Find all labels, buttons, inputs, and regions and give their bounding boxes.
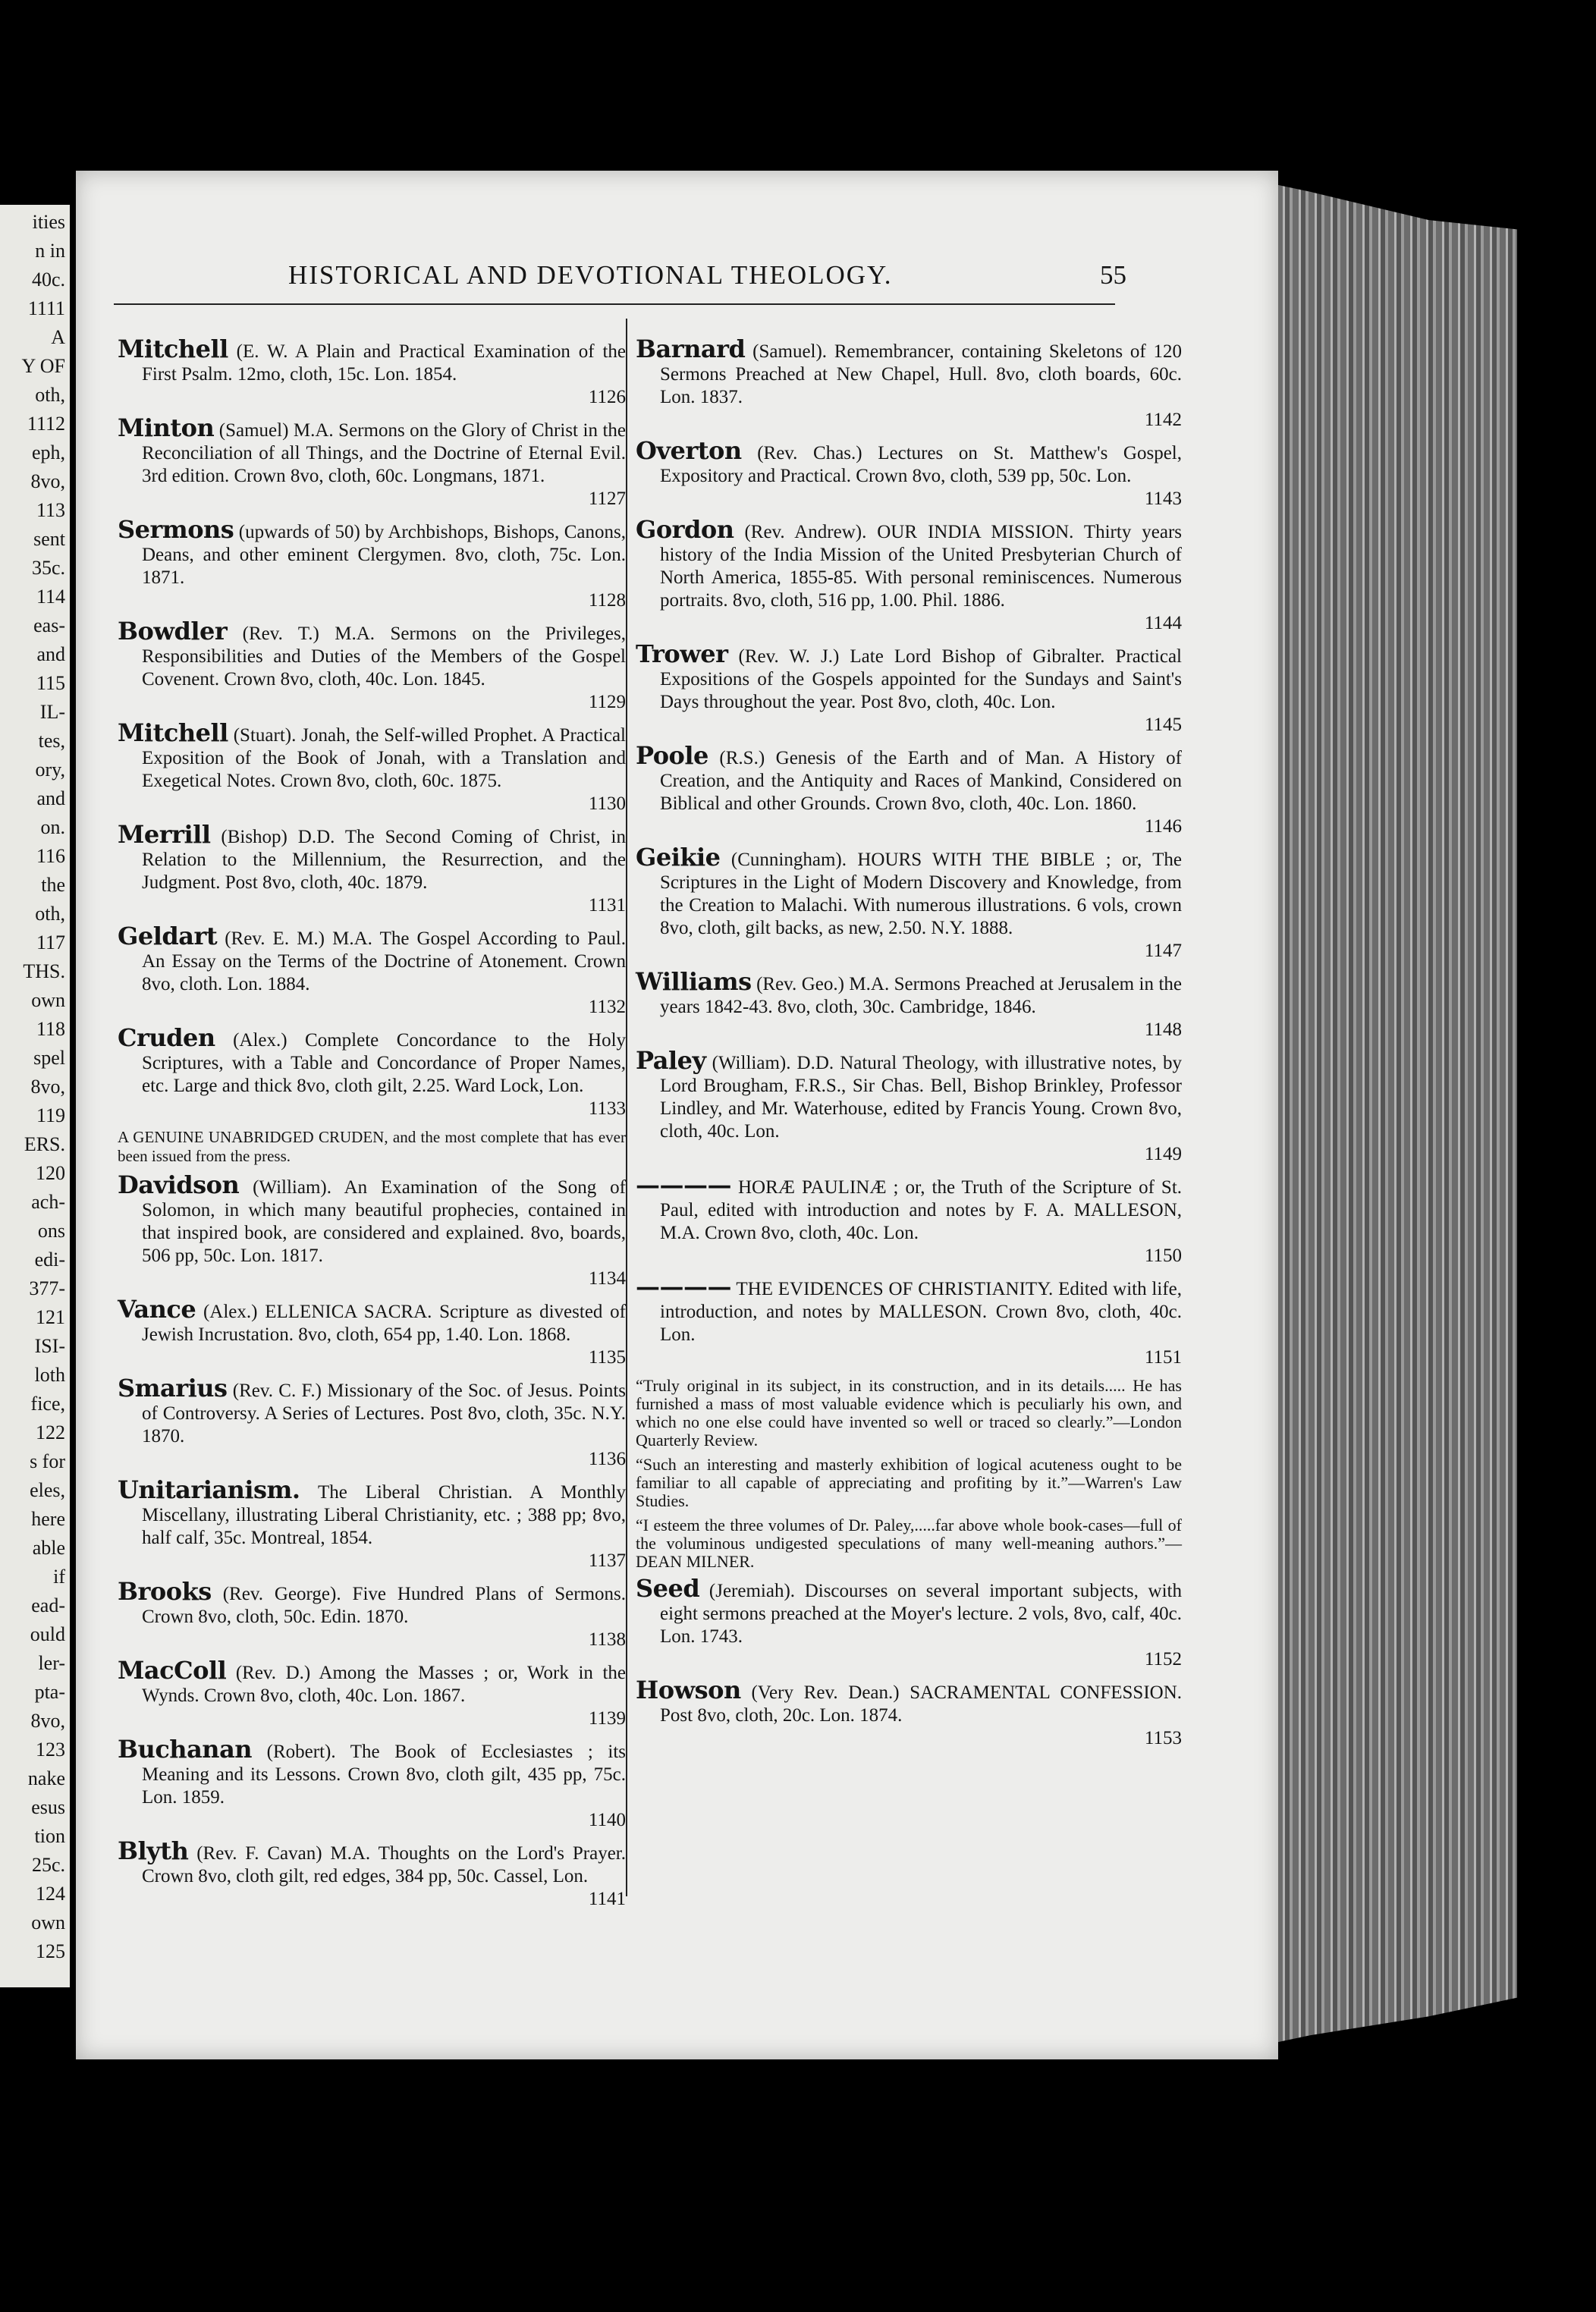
catalogue-entry	[636, 1046, 1182, 1166]
left-page-fragment: ERS.	[24, 1133, 65, 1155]
catalogue-entry	[118, 1170, 626, 1290]
left-page-fragment: edi-	[34, 1249, 65, 1271]
entry-author: Poole	[636, 741, 708, 770]
entry-author: Overton	[636, 436, 742, 465]
header-rule	[114, 303, 1115, 305]
review-quote: “Such an interesting and masterly exhibition of logical acuteness ought to be familiar to all capable of appreciating and profiting by it.”—Warren's Law Studies.	[636, 1455, 1182, 1510]
entry-author: Smarius	[118, 1374, 228, 1403]
left-page-fragment: if	[53, 1566, 65, 1588]
entry-author: Mitchell	[118, 718, 228, 747]
left-page-fragment: 119	[36, 1104, 65, 1126]
entry-number: 1127	[588, 488, 626, 509]
entry-author: Blyth	[118, 1836, 189, 1865]
entry-author: Bowdler	[118, 617, 228, 646]
left-page-fragment: 122	[36, 1421, 65, 1443]
entry-number: 1133	[588, 1098, 626, 1119]
column-divider	[626, 319, 627, 1896]
catalogue-entry	[118, 1374, 627, 1471]
entry-number: 1134	[588, 1268, 626, 1289]
left-page-fragment: 124	[36, 1883, 65, 1905]
entry-description: (Cunningham). HOURS WITH THE BIBLE ; or, The Scriptures in the Light of Modern Discovery and Knowledge, from the Creation to Malachi. With numerous illustrations. 6 vols, crown 8vo, cloth, gilt backs, as new, 2.50. N.Y. 1888.	[660, 850, 1182, 938]
catalogue-entry	[636, 1272, 1182, 1369]
entry-author: ————	[636, 1170, 731, 1199]
left-page-fragment: here	[31, 1508, 65, 1530]
entry-author: Barnard	[636, 335, 746, 363]
entry-description: (Very Rev. Dean.) SACRAMENTAL CONFESSION. Post 8vo, cloth, 20c. Lon. 1874.	[660, 1682, 1183, 1726]
left-page-fragment: and	[36, 643, 65, 665]
entry-author: Sermons	[118, 515, 234, 544]
entry-description: (Bishop) D.D. The Second Coming of Christ, in Relation to the Millennium, the Resurrection, and the Judgment. Post 8vo, cloth, 40c. 1879.	[142, 827, 627, 893]
entry-description: (Rev. D.) Among the Masses ; or, Work in the Wynds. Crown 8vo, cloth, 40c. Lon. 1867.	[142, 1663, 626, 1706]
catalogue-entry	[636, 1574, 1183, 1671]
adjacent-page-strip	[0, 205, 70, 1987]
entry-author: Minton	[118, 413, 215, 442]
entry-description: (Jeremiah). Discourses on several important subjects, with eight sermons preached at the Moyer's lecture. 2 vols, 8vo, calf, 40c. Lon. 1743.	[660, 1581, 1183, 1647]
left-page-fragment: the	[41, 874, 65, 896]
entry-description: (Rev. Geo.) M.A. Sermons Preached at Jerusalem in the years 1842-43. 8vo, cloth, 30c. Cambridge, 1846.	[660, 974, 1182, 1017]
running-head: HISTORICAL AND DEVOTIONAL THEOLOGY.	[288, 260, 893, 290]
entry-description: (Rev. F. Cavan) M.A. Thoughts on the Lord's Prayer. Crown 8vo, cloth gilt, red edges, 384 pp, 50c. Cassel, Lon.	[142, 1843, 626, 1886]
page-number: 55	[1100, 260, 1126, 290]
entry-number: 1126	[588, 387, 626, 407]
entry-number: 1148	[1144, 1019, 1182, 1040]
left-page-fragment: n in	[35, 240, 65, 262]
review-quote: “Truly original in its subject, in its construction, and in its details..... He has furnished a mass of most valuable evidence which is peculiarly his own, and which no one else could have invented so well or traced so clearly.”—London Quarterly Review.	[636, 1376, 1182, 1450]
left-page-fragment: eph,	[31, 441, 65, 463]
catalogue-entry	[636, 843, 1182, 963]
entry-number: 1145	[1144, 715, 1182, 735]
left-page-fragment: 114	[36, 586, 65, 608]
catalogue-entry	[118, 413, 627, 510]
entry-number: 1140	[588, 1810, 626, 1830]
left-page-fragment: on.	[40, 816, 65, 838]
entry-number: 1135	[588, 1347, 626, 1368]
entry-number: 1150	[1144, 1246, 1182, 1266]
left-page-fragment: 115	[36, 672, 65, 694]
entry-description: (Rev. Andrew). OUR INDIA MISSION. Thirty years history of the India Mission of the United Presbyterian Church of North America, 1855-85. With personal reminiscences. Numerous portraits. 8vo, cloth, 516 pp, 1.00. Phil. 1886.	[660, 522, 1183, 611]
left-page-fragment: oth,	[35, 903, 65, 925]
left-page-fragment: eles,	[30, 1479, 65, 1501]
catalogue-entry	[118, 515, 626, 612]
left-page-fragment: s for	[30, 1450, 65, 1472]
review-quote: “I esteem the three volumes of Dr. Paley,.....far above whole book-cases—full of the voluminous undigested speculations of many well-meaning authors.”—DEAN MILNER.	[636, 1516, 1182, 1571]
catalogue-entry	[118, 1023, 627, 1120]
entry-description: (Rev. E. M.) M.A. The Gospel According to Paul. An Essay on the Terms of the Doctrine of Atonement. Crown 8vo, cloth. Lon. 1884.	[142, 928, 627, 994]
left-page-fragment: tion	[34, 1825, 65, 1847]
left-page-fragment: eas-	[33, 614, 65, 636]
catalogue-entry	[636, 1676, 1183, 1750]
entry-description: (Alex.) Complete Concordance to the Holy Scriptures, with a Table and Concordance of Proper Names, etc. Large and thick 8vo, cloth gilt, 2.25. Ward Lock, Lon.	[142, 1030, 627, 1096]
left-column	[118, 335, 627, 1918]
entry-number: 1128	[588, 590, 626, 611]
left-page-fragment: 8vo,	[30, 470, 65, 492]
left-page-fragment: pta-	[34, 1681, 65, 1703]
left-page-fragment: 25c.	[31, 1854, 65, 1876]
left-page-fragment: ISI-	[34, 1335, 65, 1357]
entry-number: 1130	[588, 793, 626, 814]
left-page-fragment: 123	[36, 1739, 65, 1761]
catalogue-entry	[118, 718, 626, 815]
left-page-fragment: own	[31, 989, 65, 1011]
left-page-fragment: 118	[36, 1018, 65, 1040]
entry-number: 1143	[1144, 488, 1182, 509]
left-page-fragment: 120	[36, 1162, 65, 1184]
left-page-fragment: 35c.	[31, 557, 65, 579]
left-page-fragment: esus	[31, 1796, 65, 1818]
entry-author: ————	[636, 1272, 731, 1301]
catalogue-entry	[118, 820, 627, 917]
left-page-fragment: ould	[30, 1623, 65, 1645]
entry-number: 1141	[588, 1889, 626, 1909]
left-page-fragment: ities	[32, 211, 65, 233]
entry-number: 1151	[1144, 1347, 1182, 1368]
left-page-fragment: 113	[36, 499, 65, 521]
left-page-fragment: 8vo,	[30, 1076, 65, 1098]
entry-description: (upwards of 50) by Archbishops, Bishops, Canons, Deans, and other eminent Clergymen. 8vo, cloth, 75c. Lon. 1871.	[142, 522, 626, 588]
catalogue-entry	[636, 335, 1182, 432]
entry-number: 1153	[1144, 1728, 1182, 1748]
entry-number: 1129	[588, 692, 626, 712]
entry-description: The Liberal Christian. A Monthly Miscellany, illustrating Liberal Christianity, etc. ; 388 pp; 8vo, half calf, 35c. Montreal, 1854.	[142, 1482, 626, 1548]
entry-author: Williams	[636, 967, 752, 996]
left-page-fragment: sent	[33, 528, 65, 550]
entry-description: (Rev. W. J.) Late Lord Bishop of Gibralter. Practical Expositions of the Gospels appointed for the Sundays and Saint's Days throughout the year. Post 8vo, cloth, 40c. Lon.	[660, 646, 1182, 712]
catalogue-entry	[636, 639, 1182, 737]
left-page-fragment: ead-	[31, 1594, 65, 1616]
entry-author: Gordon	[636, 515, 734, 544]
left-page-fragment: 8vo,	[30, 1710, 65, 1732]
entry-author: Cruden	[118, 1023, 215, 1052]
entry-author: Brooks	[118, 1577, 212, 1606]
catalogue-entry	[118, 1295, 626, 1369]
entry-description: (R.S.) Genesis of the Earth and of Man. A History of Creation, and the Antiquity and Races of Mankind, Considered on Biblical and other Grounds. Crown 8vo, cloth, 40c. Lon. 1860.	[660, 748, 1182, 814]
entry-number: 1152	[1144, 1649, 1182, 1670]
catalogue-entry	[636, 741, 1182, 838]
entry-description: (Rev. T.) M.A. Sermons on the Privileges, Responsibilities and Duties of the Members of the Gospel Covenent. Crown 8vo, cloth, 40c. Lon. 1845.	[142, 624, 627, 690]
catalogue-entry	[118, 617, 627, 714]
left-page-fragment: Y OF	[21, 355, 65, 377]
entry-author: MacColl	[118, 1656, 227, 1685]
left-page-fragment: own	[31, 1911, 65, 1933]
entry-author: Vance	[118, 1295, 196, 1324]
entry-description: (Rev. George). Five Hundred Plans of Sermons. Crown 8vo, cloth, 50c. Edin. 1870.	[142, 1584, 627, 1627]
left-page-fragment: 377-	[29, 1277, 65, 1299]
entry-author: Howson	[636, 1676, 741, 1704]
entry-description: (Rev. C. F.) Missionary of the Soc. of Jesus. Points of Controversy. A Series of Lectures. Post 8vo, cloth, 35c. N.Y. 1870.	[142, 1381, 627, 1447]
entry-description: (Samuel). Remembrancer, containing Skeletons of 120 Sermons Preached at New Chapel, Hull. 8vo, cloth boards, 60c. Lon. 1837.	[660, 341, 1182, 407]
entry-number: 1144	[1144, 613, 1182, 633]
left-page-fragment: A	[51, 326, 65, 348]
entry-author: Trower	[636, 639, 728, 668]
catalogue-entry	[118, 922, 627, 1019]
left-page-fragment: nake	[27, 1767, 65, 1789]
entry-author: Paley	[636, 1046, 706, 1075]
entry-description: (Samuel) M.A. Sermons on the Glory of Christ in the Reconciliation of all Things, and the Doctrine of Eternal Evil. 3rd edition. Crown 8vo, cloth, 60c. Longmans, 1871.	[142, 420, 627, 486]
catalogue-entry	[118, 1475, 626, 1572]
entry-description: (William). D.D. Natural Theology, with illustrative notes, by Lord Brougham, F.R.S., Sir Chas. Bell, Bishop Brinkley, Professor Lindley, and Mr. Waterhouse, edited by Francis Young. Crown 8vo, cloth, 40c. Lon.	[660, 1053, 1182, 1142]
entry-author: Seed	[636, 1574, 700, 1603]
left-page-fragment: 1112	[27, 413, 65, 435]
entry-number: 1139	[588, 1708, 626, 1729]
catalogue-entry	[118, 1735, 627, 1832]
left-page-fragment: oth,	[35, 384, 65, 406]
entry-number: 1142	[1144, 410, 1182, 430]
catalogue-entry	[636, 967, 1182, 1041]
left-page-fragment: able	[32, 1537, 65, 1559]
left-page-fragment: fice,	[30, 1393, 65, 1415]
entry-author: Merrill	[118, 820, 211, 849]
catalogue-note: A GENUINE UNABRIDGED CRUDEN, and the most complete that has ever been issued from the press.	[118, 1128, 626, 1165]
entry-author: Geldart	[118, 922, 218, 950]
entry-number: 1131	[588, 895, 626, 916]
entry-description: (William). An Examination of the Song of Solomon, in which many beautiful prophecies, contained in that inspired book, are considered and explained. 8vo, boards, 506 pp, 50c. Lon. 1817.	[142, 1177, 626, 1266]
entry-description: THE EVIDENCES OF CHRISTIANITY. Edited with life, introduction, and notes by MALLESON. Crown 8vo, cloth, 40c. Lon.	[660, 1279, 1182, 1345]
entry-description: (Stuart). Jonah, the Self-willed Prophet. A Practical Exposition of the Book of Jonah, with a Translation and Exegetical Notes. Crown 8vo, cloth, 60c. 1875.	[142, 725, 626, 791]
entry-description: HORÆ PAULINÆ ; or, the Truth of the Scripture of St. Paul, edited with introduction and notes by F. A. MALLESON, M.A. Crown 8vo, cloth, 40c. Lon.	[660, 1177, 1183, 1243]
left-page-fragment: tes,	[38, 730, 65, 752]
entry-number: 1149	[1144, 1144, 1182, 1164]
left-page-fragment: loth	[34, 1364, 65, 1386]
catalogue-entry	[636, 1170, 1183, 1268]
left-page-fragment: ons	[37, 1220, 65, 1242]
left-page-fragment: IL-	[39, 701, 65, 723]
entry-number: 1138	[588, 1629, 626, 1650]
entry-author: Mitchell	[118, 335, 228, 363]
left-page-fragment: 117	[36, 931, 65, 953]
entry-author: Unitarianism.	[118, 1475, 300, 1504]
entry-description: (Robert). The Book of Ecclesiastes ; its Meaning and its Lessons. Crown 8vo, cloth gilt, 435 pp, 75c. Lon. 1859.	[142, 1742, 627, 1808]
left-page-fragment: ach-	[31, 1191, 65, 1213]
entry-author: Davidson	[118, 1170, 240, 1199]
left-page-fragment: ler-	[38, 1652, 65, 1674]
entry-number: 1136	[588, 1449, 626, 1469]
entry-number: 1132	[588, 997, 626, 1017]
left-page-fragment: 40c.	[31, 269, 65, 291]
catalogue-entry	[118, 335, 627, 409]
left-page-fragment: 116	[36, 845, 65, 867]
entry-number: 1147	[1144, 941, 1182, 961]
catalogue-entry	[636, 436, 1183, 510]
left-page-fragment: 125	[36, 1940, 65, 1962]
entry-number: 1137	[588, 1550, 626, 1571]
left-page-fragment: 121	[36, 1306, 65, 1328]
left-page-fragment: spel	[33, 1047, 65, 1069]
left-page-fragment: ory,	[35, 759, 65, 781]
entry-author: Geikie	[636, 843, 721, 872]
catalogue-entry	[118, 1836, 626, 1911]
catalogue-entry	[118, 1656, 626, 1730]
entry-description: (E. W. A Plain and Practical Examination of the First Psalm. 12mo, cloth, 15c. Lon. 1854.	[142, 341, 627, 385]
entry-description: (Rev. Chas.) Lectures on St. Matthew's Gospel, Expository and Practical. Crown 8vo, cloth, 539 pp, 50c. Lon.	[660, 443, 1183, 486]
catalogue-entry	[636, 515, 1183, 635]
right-column	[636, 335, 1183, 1758]
left-page-fragment: and	[36, 787, 65, 809]
catalogue-entry	[118, 1577, 627, 1651]
entry-description: (Alex.) ELLENICA SACRA. Scripture as divested of Jewish Incrustation. 8vo, cloth, 654 pp, 1.40. Lon. 1868.	[142, 1302, 626, 1345]
entry-author: Buchanan	[118, 1735, 253, 1764]
catalogue-page	[76, 171, 1278, 2059]
left-page-fragment: THS.	[23, 960, 65, 982]
entry-number: 1146	[1144, 816, 1182, 837]
left-page-fragment: 1111	[27, 297, 65, 319]
